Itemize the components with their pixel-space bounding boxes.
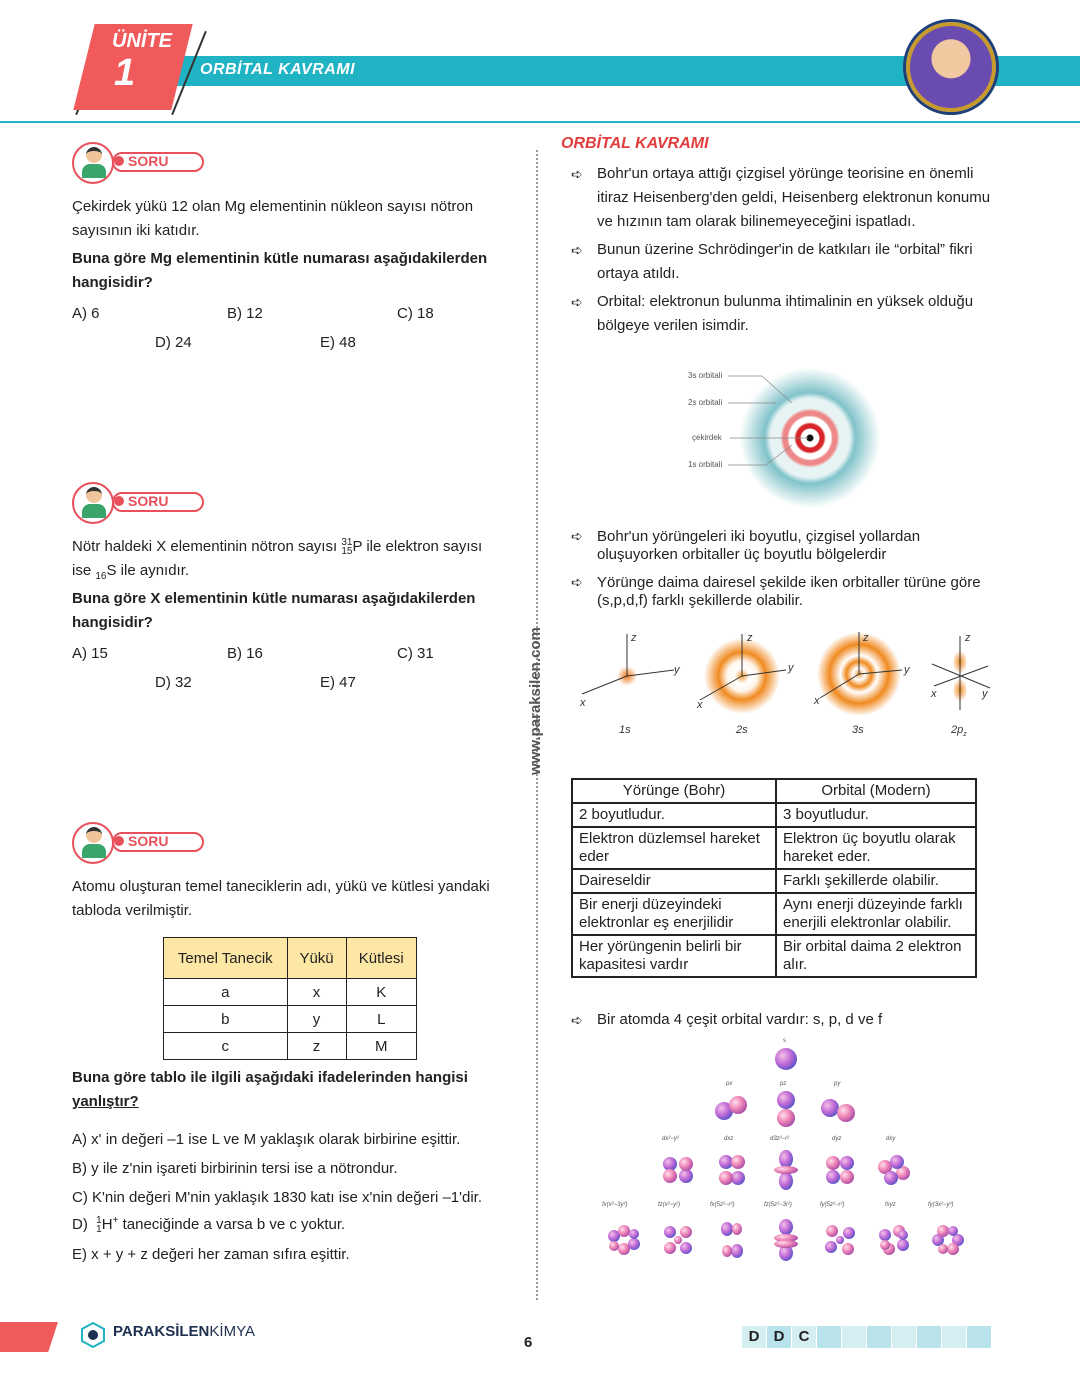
answer-key-cell: D: [742, 1326, 766, 1348]
arrow-bullet-icon: ➪: [571, 574, 583, 590]
d-label: d3z²−r²: [770, 1136, 790, 1142]
axis-x: x: [814, 695, 820, 707]
p-label: py: [834, 1081, 841, 1087]
arrow-bullet-icon: ➪: [571, 166, 583, 182]
p-label: pz: [780, 1081, 787, 1087]
question-3-text: Atomu oluşturan temel taneciklerin adı, yükü ve kütlesi yandaki tabloda verilmiştir.: [72, 878, 490, 919]
question-2-prompt: Buna göre X elementinin kütle numarası aşağıdakilerden hangisidir?: [72, 590, 476, 631]
particle-table: [163, 937, 417, 1060]
bullet-text: Orbital: elektronun bulunma ihtimalinin en yüksek olduğu bölgeye verilen isimdir.: [597, 293, 974, 334]
option-c[interactable]: C) 31: [397, 645, 434, 662]
axis-x: x: [931, 688, 937, 700]
axis-y: y: [674, 664, 680, 676]
answer-key-cell: [967, 1326, 991, 1348]
answer-key-cell: [942, 1326, 966, 1348]
option-e[interactable]: E) x + y + z değeri her zaman sıfıra eşittir.: [72, 1246, 350, 1263]
label-2s: 2s orbitali: [688, 398, 723, 407]
option-e[interactable]: E) 48: [320, 334, 356, 351]
table-row: Daireseldir Farklı şekillerde olabilir.: [572, 869, 976, 893]
f-label: fxyz: [885, 1202, 896, 1208]
axis-z: z: [631, 632, 637, 644]
arrow-bullet-icon: ➪: [571, 1012, 583, 1028]
f-label: fx(5z²−r²): [710, 1202, 735, 1208]
table-row: a x K: [164, 979, 417, 1006]
arrow-bullet-icon: ➪: [571, 528, 583, 544]
f-orbitals: [608, 1219, 964, 1261]
answer-key-cell: [817, 1326, 841, 1348]
section-title: ORBİTAL KAVRAMI: [561, 135, 709, 152]
unit-word: ÜNİTE: [112, 30, 172, 52]
question-1-text: Çekirdek yükü 12 olan Mg elementinin nükleon sayısı nötron sayısının iki katıdır.: [72, 198, 474, 239]
option-a[interactable]: A) 6: [72, 305, 100, 322]
bohr-vs-orbital-table: [571, 778, 977, 978]
question-3-prompt: Buna göre tablo ile ilgili aşağıdaki ifadelerinden hangisi yanlıştır?: [72, 1069, 468, 1110]
orbital-label-3s: 3s: [852, 724, 864, 736]
label-3s: 3s orbitali: [688, 371, 723, 380]
answer-key-cell: [917, 1326, 941, 1348]
f-label: fz(x²−y²): [658, 1202, 681, 1208]
f-label: fy(3x²−y²): [928, 1202, 954, 1208]
axis-y: y: [982, 688, 988, 700]
unit-number: 1: [114, 52, 136, 94]
soru-badge: SORU: [72, 146, 202, 174]
axis-z: z: [863, 632, 869, 644]
orbital-label-2pz: $2p_z$: [951, 724, 967, 739]
s-orbital: [775, 1048, 797, 1070]
soru-badge: SORU: [72, 826, 202, 854]
d-label: dxy: [886, 1136, 896, 1142]
option-d[interactable]: D) 1 1H+ taneciğinde a varsa b ve c yoktur.: [72, 1215, 346, 1236]
option-b[interactable]: B) 16: [227, 645, 263, 662]
watermark: www.paraksilen.com: [527, 627, 544, 775]
orbital-1s: [582, 634, 674, 694]
orbital-label-1s: 1s: [619, 724, 631, 736]
option-a[interactable]: A) x' in değeri –1 ise L ve M yaklaşık olarak birbirine eşittir.: [72, 1131, 461, 1148]
table-row: 2 boyutludur. 3 boyutludur.: [572, 803, 976, 827]
table-row: b y L: [164, 1006, 417, 1033]
axis-y: y: [788, 662, 794, 674]
axis-y: y: [904, 664, 910, 676]
d-label: dyz: [832, 1136, 842, 1142]
axis-z: z: [747, 632, 753, 644]
bullet-text: Bir atomda 4 çeşit orbital vardır: s, p, d ve f: [597, 1011, 883, 1028]
table-row: Elektron düzlemsel hareket eder Elektron üç boyutlu olarak hareket eder.: [572, 827, 976, 869]
s-label: s: [783, 1038, 786, 1044]
option-b[interactable]: B) y ile z'nin işareti birbirinin tersi ise a nötrondur.: [72, 1160, 398, 1177]
author-avatar: [906, 22, 996, 112]
orbital-shapes-row: [572, 628, 1002, 746]
axis-x: x: [580, 697, 586, 709]
option-a[interactable]: A) 15: [72, 645, 108, 662]
brand-logo-icon: [80, 1322, 106, 1348]
table-header: Yörünge (Bohr): [572, 779, 776, 803]
table-row: c z M: [164, 1033, 417, 1060]
bullet-text: Bohr'un yörüngeleri iki boyutlu, çizgisel yollardan oluşuyorken orbitaller üç boyutlu bölgelerdir: [597, 528, 921, 563]
diagram-leader-lines: [680, 365, 820, 475]
d-label: dxz: [724, 1136, 734, 1142]
bullet-text: Bohr'un ortaya attığı çizgisel yörünge teorisine en önemli itiraz Heisenberg'den geldi, Heisenberg elektronun konumu ve hızının tam olarak bilinemeyeceğini ispatladı.: [597, 165, 991, 230]
page-number: 6: [524, 1334, 533, 1351]
answer-key-cell: D: [767, 1326, 791, 1348]
answer-key-cell: C: [792, 1326, 816, 1348]
answer-key-cell: [842, 1326, 866, 1348]
answer-key-cell: [892, 1326, 916, 1348]
table-row: Her yörüngenin belirli bir kapasitesi vardır Bir orbital daima 2 elektron alır.: [572, 935, 976, 977]
question-1-prompt: Buna göre Mg elementinin kütle numarası aşağıdakilerden hangisidir?: [72, 250, 488, 291]
f-label: fx(x²−3y²): [602, 1202, 628, 1208]
option-d[interactable]: D) 32: [155, 674, 192, 691]
option-c[interactable]: C) 18: [397, 305, 434, 322]
page-title: ORBİTAL KAVRAMI: [200, 61, 356, 78]
d-label: dx²−y²: [662, 1136, 679, 1142]
orbital-3s: [817, 632, 902, 716]
arrow-bullet-icon: ➪: [571, 242, 583, 258]
axis-x: x: [697, 699, 703, 711]
bullet-text: Yörünge daima dairesel şekilde iken orbitaller türüne göre (s,p,d,f) farklı şekillerde olabilir.: [597, 574, 981, 609]
table-header: Yükü: [287, 938, 346, 979]
p-label: px: [726, 1081, 733, 1087]
option-e[interactable]: E) 47: [320, 674, 356, 691]
answer-key-cell: [867, 1326, 891, 1348]
d-orbitals: [663, 1150, 910, 1190]
label-nucleus: çekirdek: [692, 433, 722, 442]
table-row: Bir enerji düzeyindeki elektronlar eş enerjilidir Aynı enerji düzeyinde farklı enerjili elektronlar olabilir.: [572, 893, 976, 935]
arrow-bullet-icon: ➪: [571, 294, 583, 310]
label-1s: 1s orbitali: [688, 460, 723, 469]
orbital-label-2s: 2s: [736, 724, 748, 736]
bullet-text: Bunun üzerine Schrödinger'in de katkıları ile “orbital” fikri ortaya atıldı.: [597, 241, 973, 282]
soru-badge: SORU: [72, 486, 202, 514]
header-rule: [0, 121, 1080, 123]
footer-accent: [0, 1322, 58, 1352]
option-c[interactable]: C) K'nin değeri M'nin yaklaşık 1830 katı ise x'nin değeri –1'dir.: [72, 1189, 483, 1206]
table-header: Orbital (Modern): [776, 779, 976, 803]
question-2-text: Nötr haldeki X elementinin nötron sayısı 31 15P ile elektron sayısı ise $_{16}$S ile aynıdır.: [72, 537, 483, 582]
table-header: Kütlesi: [346, 938, 417, 979]
option-d[interactable]: D) 24: [155, 334, 192, 351]
p-orbitals: [715, 1091, 855, 1127]
axis-z: z: [965, 632, 971, 644]
f-label: fy(5z²−r²): [820, 1202, 845, 1208]
footer-brand: PARAKSİLENKİMYA: [113, 1323, 255, 1340]
f-label: fz(5z²−3r²): [764, 1202, 792, 1208]
orbital-2s: [700, 634, 786, 714]
spdf-orbital-shapes: [590, 1034, 990, 1264]
option-b[interactable]: B) 12: [227, 305, 263, 322]
table-header: Temel Tanecik: [164, 938, 288, 979]
